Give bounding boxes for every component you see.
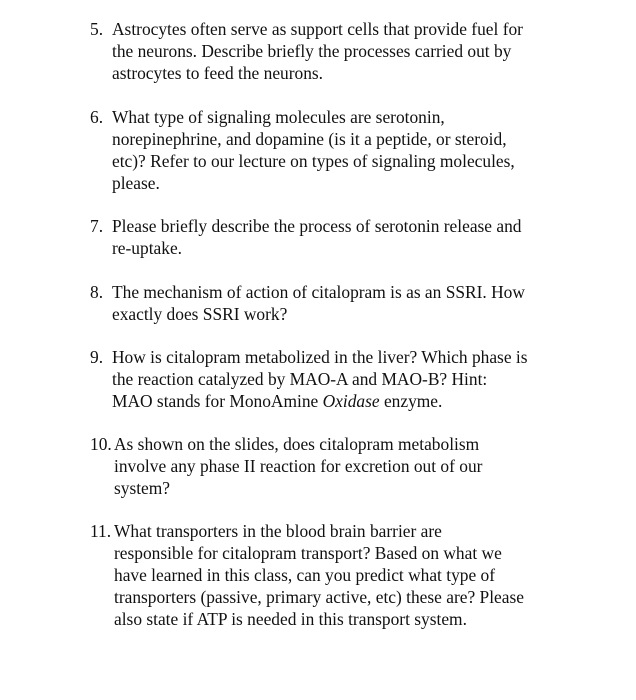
question-line: the neurons. Describe briefly the processes carried out by	[112, 41, 512, 61]
question-number: 11.	[90, 521, 112, 541]
question-line: How is citalopram metabolized in the liver? Which phase is	[112, 347, 528, 367]
question-text	[112, 106, 580, 194]
question-11	[90, 520, 580, 630]
hint-italic-word: Oxidase	[322, 391, 380, 411]
question-line-hint	[112, 390, 580, 412]
question-line: astrocytes to feed the neurons.	[112, 63, 324, 83]
question-8	[90, 281, 580, 325]
question-text	[112, 346, 580, 412]
question-number: 7.	[90, 216, 104, 236]
question-line: Please briefly describe the process of serotonin release and	[112, 216, 522, 236]
question-number: 9.	[90, 347, 104, 367]
question-line: also state if ATP is needed in this transport system.	[114, 609, 467, 629]
question-line: As shown on the slides, does citalopram metabolism	[114, 434, 480, 454]
question-7	[90, 215, 580, 259]
question-line: What transporters in the blood brain barrier are	[114, 521, 442, 541]
question-line: norepinephrine, and dopamine (is it a peptide, or steroid,	[112, 129, 507, 149]
question-line: What type of signaling molecules are serotonin,	[112, 107, 445, 127]
hint-prefix: MAO stands for MonoAmine	[112, 391, 323, 411]
question-text	[114, 520, 580, 630]
question-6	[90, 106, 580, 194]
question-line: The mechanism of action of citalopram is as an SSRI. How	[112, 282, 525, 302]
question-line: please.	[112, 173, 160, 193]
question-text	[114, 433, 580, 499]
question-line: etc)? Refer to our lecture on types of signaling molecules,	[112, 151, 515, 171]
question-9	[90, 346, 580, 412]
question-number: 10.	[90, 434, 112, 454]
question-number: 6.	[90, 107, 104, 127]
question-line: have learned in this class, can you predict what type of	[114, 565, 496, 585]
question-10	[90, 433, 580, 499]
question-line: re-uptake.	[112, 238, 183, 258]
question-line: Astrocytes often serve as support cells that provide fuel for	[112, 19, 523, 39]
question-line: responsible for citalopram transport? Based on what we	[114, 543, 502, 563]
question-text	[112, 215, 580, 259]
question-line: the reaction catalyzed by MAO-A and MAO-B? Hint:	[112, 369, 488, 389]
hint-suffix: enzyme.	[379, 391, 443, 411]
question-number: 8.	[90, 282, 104, 302]
question-line: system?	[114, 478, 171, 498]
question-text	[112, 281, 580, 325]
question-5	[90, 18, 580, 84]
question-line: exactly does SSRI work?	[112, 304, 288, 324]
question-number: 5.	[90, 19, 104, 39]
question-line: transporters (passive, primary active, etc) these are? Please	[114, 587, 524, 607]
question-text	[112, 18, 580, 84]
question-line: involve any phase II reaction for excretion out of our	[114, 456, 483, 476]
